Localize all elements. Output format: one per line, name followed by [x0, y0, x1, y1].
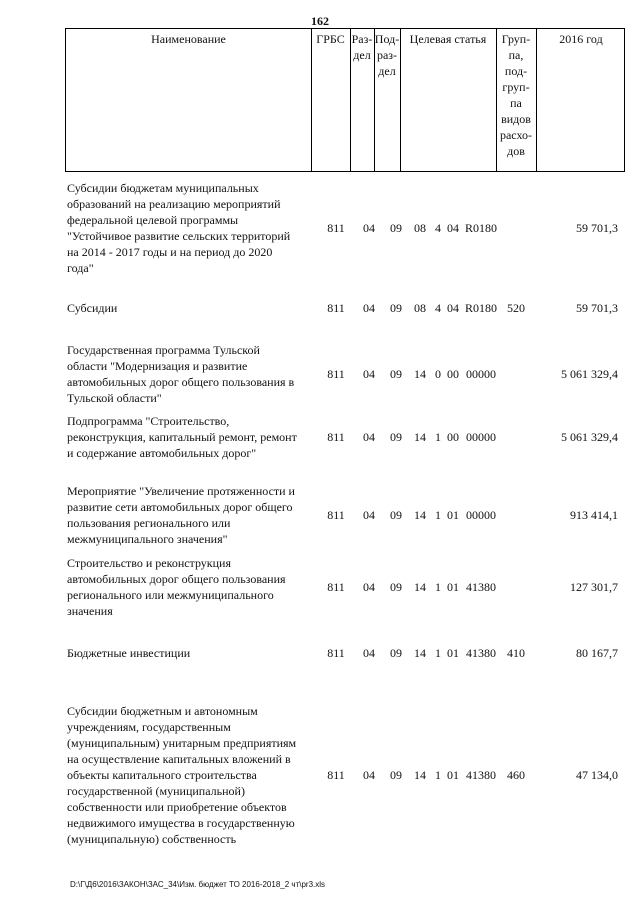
row-name: Субсидии — [67, 301, 118, 315]
cell-grbs: 811 — [327, 768, 345, 782]
cell-podrazdel: 09 — [390, 580, 402, 594]
cell-vr: 460 — [507, 768, 525, 782]
table-row — [0, 300, 640, 316]
cell-sum: 5 061 329,4 — [561, 430, 618, 444]
cell-cs-subprogram: 1 — [435, 768, 441, 782]
cell-sum: 47 134,0 — [576, 768, 618, 782]
cell-cs-subprogram: 4 — [435, 301, 441, 315]
cell-cs-program: 14 — [414, 646, 426, 660]
table-row — [0, 645, 640, 661]
cell-cs-event: 01 — [447, 508, 459, 522]
cell-podrazdel: 09 — [390, 430, 402, 444]
header-group: Груп- па, под- груп- па видов расхо- дов — [499, 32, 533, 158]
cell-cs-code: 41380 — [466, 768, 496, 782]
cell-grbs: 811 — [327, 580, 345, 594]
cell-sum: 80 167,7 — [576, 646, 618, 660]
table-row — [0, 483, 640, 547]
cell-sum: 59 701,3 — [576, 221, 618, 235]
header-target: Целевая статья — [409, 32, 487, 46]
cell-cs-program: 14 — [414, 508, 426, 522]
cell-cs-code: R0180 — [464, 221, 497, 235]
table-row — [0, 703, 640, 847]
cell-grbs: 811 — [327, 646, 345, 660]
header-name: Наименование — [151, 32, 226, 46]
cell-grbs: 811 — [327, 508, 345, 522]
cell-vr: 520 — [507, 301, 525, 315]
cell-podrazdel: 09 — [390, 508, 402, 522]
cell-cs-subprogram: 1 — [435, 430, 441, 444]
cell-vr: 410 — [507, 646, 525, 660]
cell-cs-program: 08 — [414, 221, 426, 235]
cell-sum: 913 414,1 — [570, 508, 618, 522]
cell-cs-event: 04 — [447, 301, 459, 315]
cell-cs-subprogram: 0 — [435, 367, 441, 381]
file-path-footer: D:\Г\Д6\2016\ЗАКОН\ЗАС_34\Изм. бюджет ТО 2016-2018_2 чт\pr3.xls — [70, 880, 326, 889]
table-row — [0, 413, 640, 461]
cell-grbs: 811 — [327, 430, 345, 444]
cell-cs-subprogram: 1 — [435, 580, 441, 594]
cell-cs-code: 41380 — [466, 580, 496, 594]
header-razdel: Раз- дел — [351, 32, 373, 62]
header-podrazdel: Под- раз- дел — [374, 32, 400, 78]
cell-cs-subprogram: 1 — [435, 508, 441, 522]
cell-cs-event: 04 — [447, 221, 459, 235]
cell-sum: 5 061 329,4 — [561, 367, 618, 381]
cell-cs-code: 00000 — [466, 508, 496, 522]
row-name: Подпрограмма "Строительство, реконструкция, капитальный ремонт, ремонт и содержание автомобильных дорог" — [67, 414, 297, 460]
cell-cs-event: 01 — [447, 580, 459, 594]
row-name: Строительство и реконструкция автомобильных дорог общего пользования регионального или межмуниципального значения — [67, 556, 286, 618]
cell-cs-program: 14 — [414, 580, 426, 594]
cell-cs-code: 00000 — [466, 367, 496, 381]
cell-razdel: 04 — [363, 508, 375, 522]
cell-cs-event: 01 — [447, 768, 459, 782]
row-name: Государственная программа Тульской области "Модернизация и развитие автомобильных дорог общего пользования в Тульской области" — [67, 343, 295, 405]
cell-razdel: 04 — [363, 646, 375, 660]
table-header — [65, 28, 625, 172]
table-row — [0, 180, 640, 276]
cell-cs-event: 00 — [447, 367, 459, 381]
cell-cs-event: 01 — [447, 646, 459, 660]
cell-podrazdel: 09 — [390, 367, 402, 381]
cell-podrazdel: 09 — [390, 768, 402, 782]
cell-cs-subprogram: 1 — [435, 646, 441, 660]
cell-cs-code: 41380 — [466, 646, 496, 660]
cell-grbs: 811 — [327, 367, 345, 381]
row-name: Мероприятие "Увеличение протяженности и развитие сети автомобильных дорог общего пользования регионального или межмуниципального значения" — [67, 484, 295, 546]
cell-podrazdel: 09 — [390, 301, 402, 315]
row-name: Бюджетные инвестиции — [67, 646, 191, 660]
cell-cs-code: R0180 — [464, 301, 497, 315]
row-name: Субсидии бюджетным и автономным учреждениям, государственным (муниципальным) унитарным предприятиям на осуществление капитальных вложений в объекты капитального строительства государственной (муниципальной) собственности или приобретение объектов недвижимого имущества в государственную (муниципальную) собственность — [67, 704, 297, 846]
header-grbs: ГРБС — [316, 32, 345, 46]
cell-grbs: 811 — [327, 301, 345, 315]
cell-grbs: 811 — [327, 221, 345, 235]
header-year: 2016 год — [559, 32, 603, 46]
cell-razdel: 04 — [363, 580, 375, 594]
cell-cs-program: 14 — [414, 430, 426, 444]
page-number: 162 — [311, 14, 329, 28]
cell-razdel: 04 — [363, 768, 375, 782]
row-name: Субсидии бюджетам муниципальных образований на реализацию мероприятий федеральной целевой программы "Устойчивое развитие сельских территорий на 2014 - 2017 годы и на период до 2020 года" — [67, 181, 291, 275]
cell-sum: 59 701,3 — [576, 301, 618, 315]
cell-cs-event: 00 — [447, 430, 459, 444]
cell-razdel: 04 — [363, 221, 375, 235]
cell-cs-subprogram: 4 — [435, 221, 441, 235]
cell-razdel: 04 — [363, 430, 375, 444]
table-row — [0, 342, 640, 406]
cell-razdel: 04 — [363, 367, 375, 381]
cell-podrazdel: 09 — [390, 221, 402, 235]
cell-cs-program: 14 — [414, 768, 426, 782]
cell-podrazdel: 09 — [390, 646, 402, 660]
cell-sum: 127 301,7 — [570, 580, 618, 594]
table-row — [0, 555, 640, 619]
cell-razdel: 04 — [363, 301, 375, 315]
cell-cs-program: 08 — [414, 301, 426, 315]
cell-cs-program: 14 — [414, 367, 426, 381]
cell-cs-code: 00000 — [466, 430, 496, 444]
